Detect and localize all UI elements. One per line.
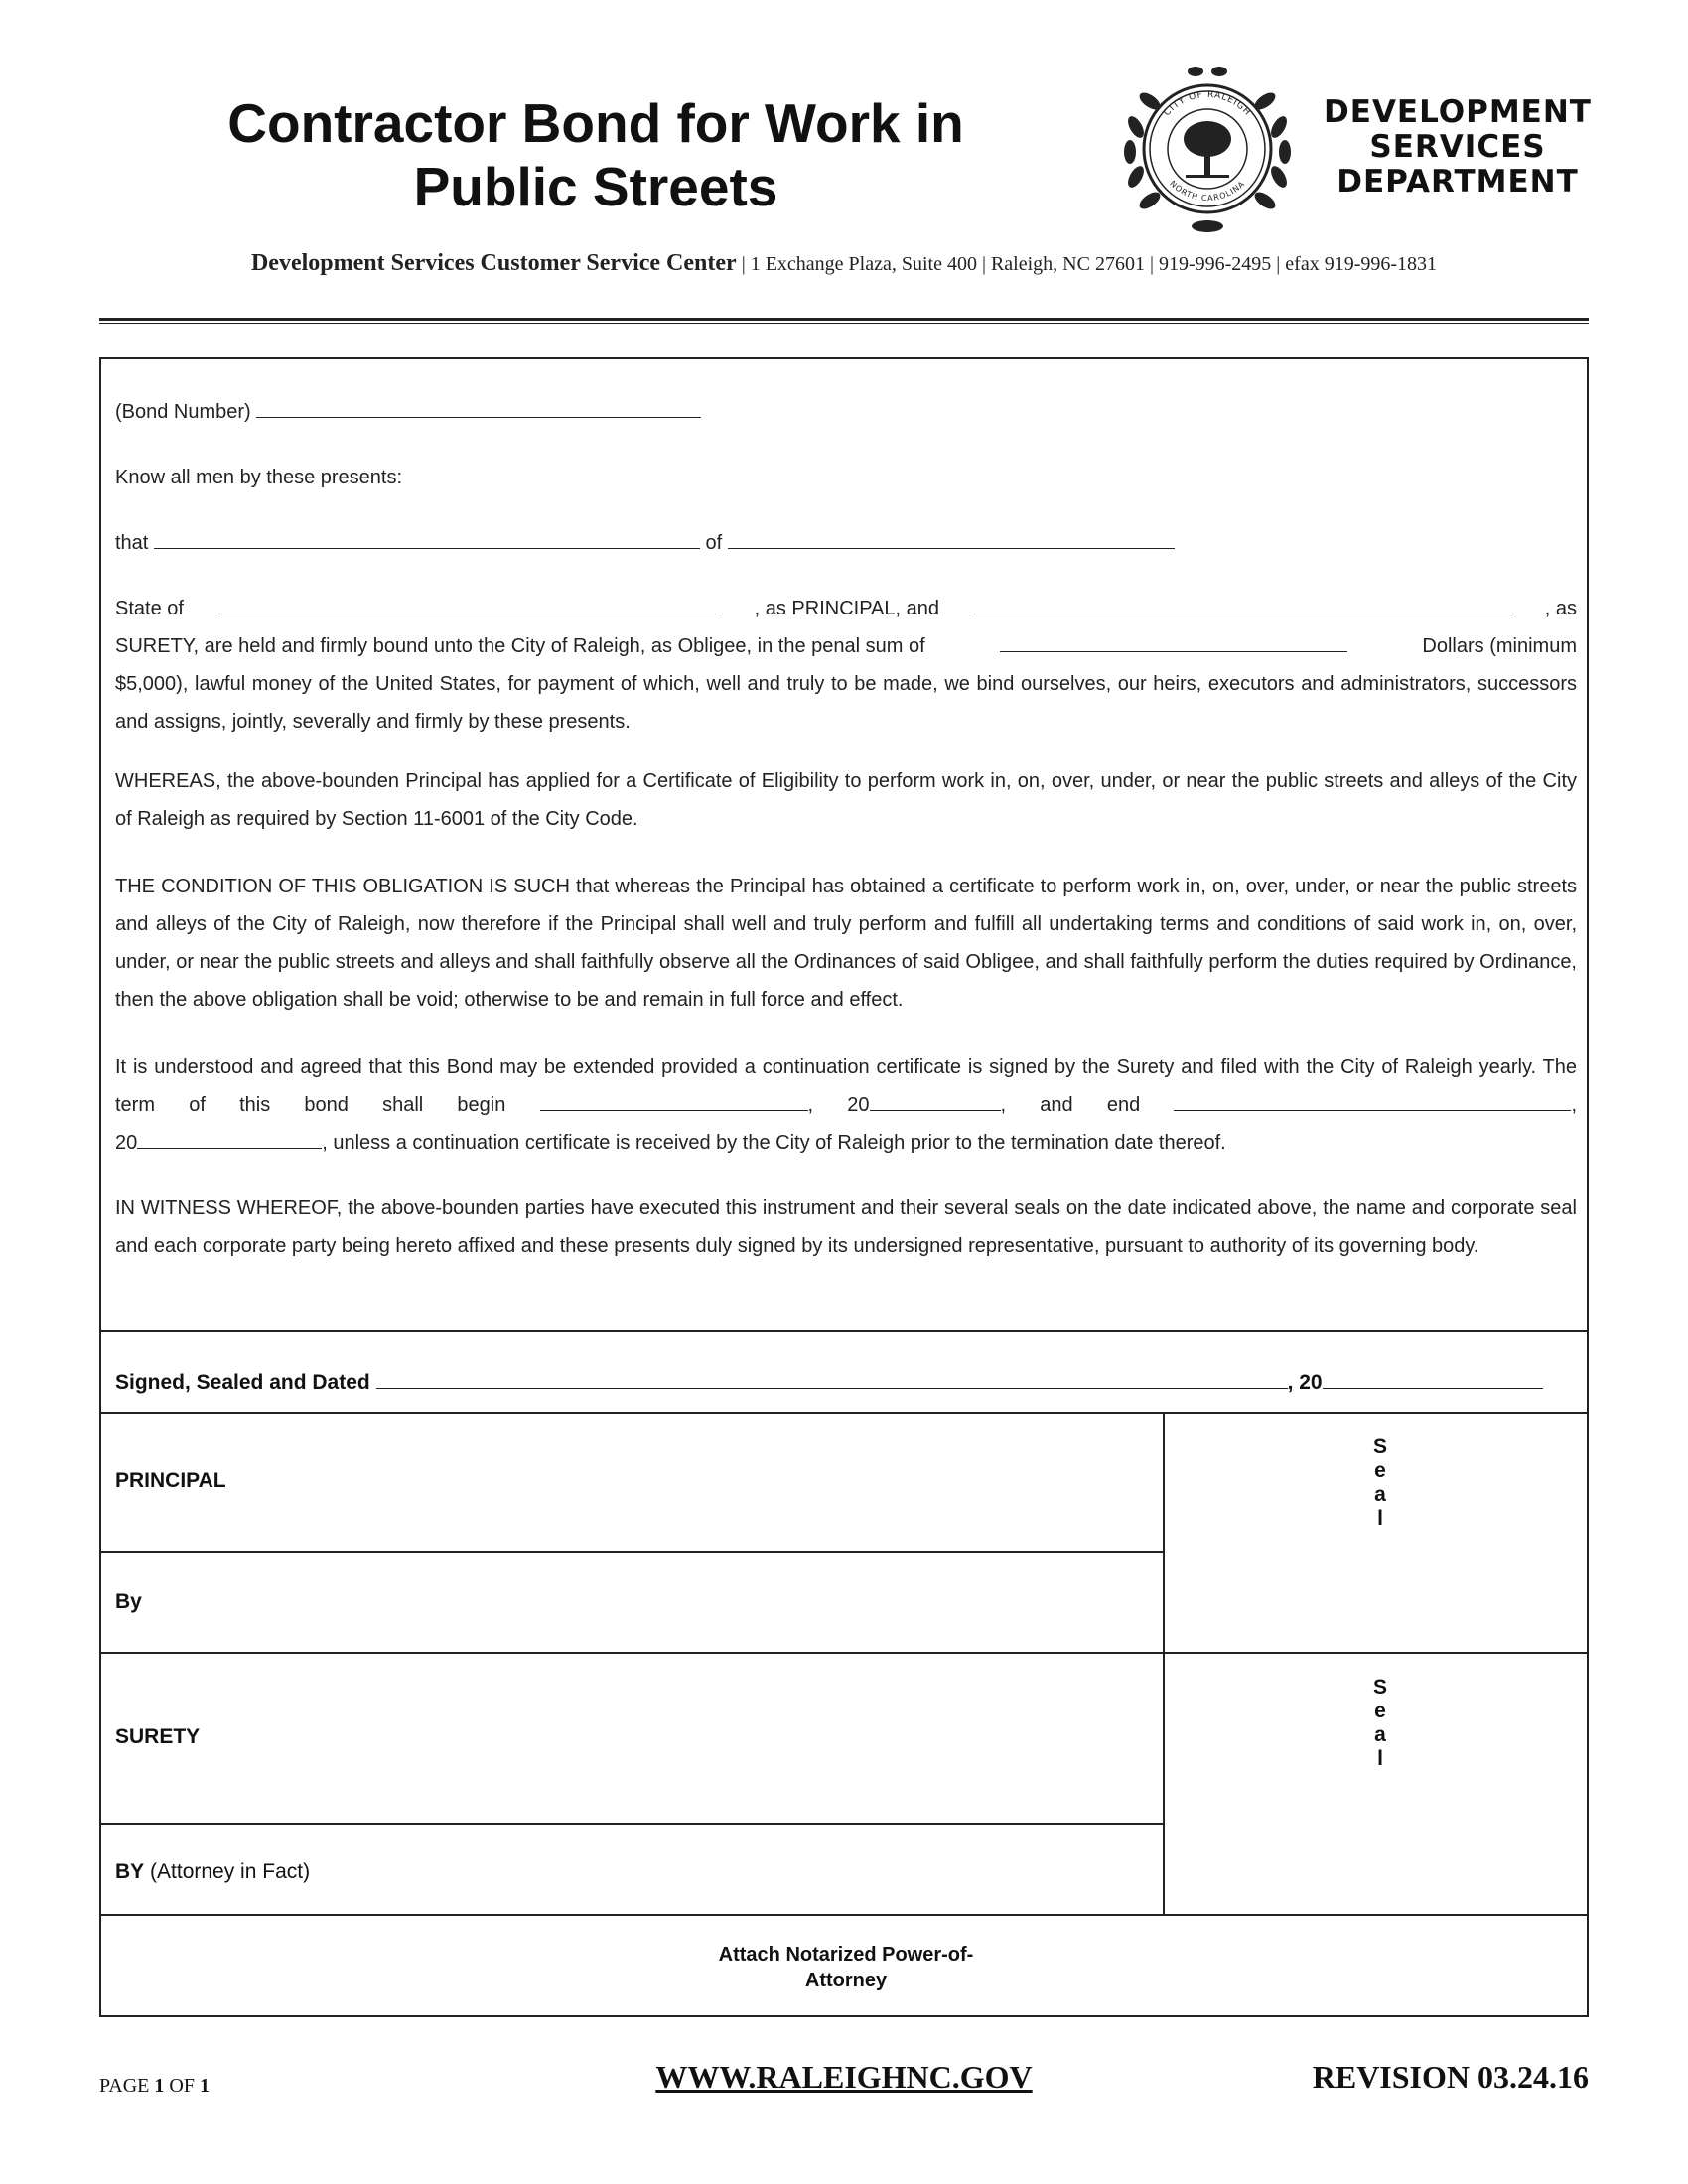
city-seal-logo bbox=[1116, 58, 1299, 240]
that-label: that bbox=[115, 532, 149, 554]
contact-details: | 1 Exchange Plaza, Suite 400 | Raleigh, NC 27601 | 919-996-2495 | efax 919-996-1831 bbox=[736, 253, 1438, 275]
surety-clause-start: SURETY, are held and firmly bound unto the City of Raleigh, as Obligee, in the penal sum of bbox=[115, 635, 925, 657]
end-comma: , bbox=[1571, 1094, 1577, 1116]
principal-address-field[interactable] bbox=[728, 526, 1175, 549]
signed-year-field[interactable] bbox=[1323, 1366, 1543, 1389]
end-year-prefix: 20 bbox=[115, 1132, 138, 1154]
principal-seal-label bbox=[1360, 1435, 1400, 1531]
seal-letter-e: e bbox=[1374, 1459, 1386, 1482]
term-text: It is understood and agreed that this Bond may be extended provided a continuation certificate is signed by the Surety and filed with the City of Raleigh yearly. The term of this bond shall begin bbox=[115, 1056, 1577, 1116]
surety-clause-rest: $5,000), lawful money of the United States, for payment of which, well and truly to be made, we bind ourselves, our heirs, executors and administrators, successors and assigns, jointly, severally and firmly by these presents. bbox=[115, 673, 1577, 733]
state-field[interactable] bbox=[218, 592, 720, 614]
surety-name-field[interactable] bbox=[974, 592, 1510, 614]
contact-line bbox=[99, 250, 1589, 277]
witness-paragraph: IN WITNESS WHEREOF, the above-bounden parties have executed this instrument and their several seals on the date indicated above, the name and corporate seal and each corporate party being hereto affixed and these presents duly signed by its undersigned representative, pursuant to authority of its governing body. bbox=[115, 1197, 1577, 1257]
state-row bbox=[115, 590, 1577, 741]
unless-text: , unless a continuation certificate is received by the City of Raleigh prior to the termination date thereof. bbox=[322, 1132, 1226, 1154]
seal-letter-a: a bbox=[1374, 1483, 1386, 1506]
dept-line-1: DEVELOPMENT bbox=[1324, 94, 1592, 130]
as-label: , as bbox=[1544, 598, 1577, 619]
attach-poa-note bbox=[647, 1942, 1045, 1993]
title-line-1: Contractor Bond for Work in bbox=[227, 92, 964, 154]
seal-text-top: CITY OF RALEIGH bbox=[1162, 89, 1253, 119]
know-all-text: Know all men by these presents: bbox=[115, 467, 403, 488]
term-paragraph bbox=[115, 1048, 1577, 1161]
header-rule-thick bbox=[99, 318, 1589, 321]
title-line-2: Public Streets bbox=[413, 156, 778, 217]
state-of-label: State of bbox=[115, 598, 184, 619]
divider-attach bbox=[101, 1914, 1587, 1916]
attach-line-2: Attorney bbox=[804, 1970, 888, 1991]
surety-seal-label bbox=[1360, 1676, 1400, 1771]
whereas-paragraph: WHEREAS, the above-bounden Principal has applied for a Certificate of Eligibility to perform work in, on, over, under, or near the public streets and alleys of the City of Raleigh as required by Section 11-6001 of the City Code. bbox=[115, 770, 1577, 830]
department-name bbox=[1309, 95, 1607, 200]
term-begin-year-field[interactable] bbox=[870, 1088, 1001, 1111]
form-title bbox=[149, 91, 1043, 218]
begin-comma-20: , 20 bbox=[807, 1094, 870, 1116]
term-begin-date-field[interactable] bbox=[540, 1088, 808, 1111]
dollars-minimum-label: Dollars (minimum bbox=[1422, 635, 1577, 657]
seal-text-bottom: NORTH CAROLINA bbox=[1168, 179, 1247, 204]
penal-sum-field[interactable] bbox=[1000, 629, 1347, 652]
page-indicator bbox=[99, 2075, 210, 2098]
term-end-line bbox=[115, 1124, 1577, 1161]
header-rule-thin bbox=[99, 323, 1589, 324]
divider-surety bbox=[101, 1652, 1587, 1654]
page-prefix: PAGE bbox=[99, 2075, 155, 2097]
that-of-row bbox=[115, 524, 1175, 562]
term-end-year-field[interactable] bbox=[137, 1126, 322, 1149]
divider-principal bbox=[101, 1412, 1587, 1414]
surety-row-inner bbox=[115, 627, 1577, 665]
term-paragraph-body bbox=[115, 1048, 1577, 1124]
revision-label: REVISION 03.24.16 bbox=[1312, 2059, 1589, 2095]
attorney-in-fact-label: (Attorney in Fact) bbox=[144, 1860, 311, 1883]
contact-center-name: Development Services Customer Service Center bbox=[250, 250, 737, 276]
divider-by bbox=[101, 1551, 1163, 1553]
principal-label: PRINCIPAL bbox=[115, 1469, 226, 1492]
signed-date-field[interactable] bbox=[376, 1366, 1288, 1389]
website-link[interactable]: WWW.RALEIGHNC.GOV bbox=[655, 2059, 1033, 2095]
bond-form bbox=[99, 357, 1589, 2017]
as-principal-and-label: , as PRINCIPAL, and bbox=[754, 598, 940, 619]
seal-column-divider bbox=[1163, 1412, 1165, 1914]
seal-letter-e: e bbox=[1374, 1700, 1386, 1722]
page-total: 1 bbox=[199, 2075, 210, 2097]
by-label: By bbox=[115, 1590, 142, 1613]
bond-number-label: (Bond Number) bbox=[115, 401, 251, 423]
seal-letter-l: l bbox=[1377, 1507, 1383, 1530]
term-end-date-field[interactable] bbox=[1174, 1088, 1571, 1111]
by-caps-label: BY bbox=[115, 1860, 145, 1883]
divider-signed bbox=[101, 1330, 1587, 1332]
surety-label: SURETY bbox=[115, 1725, 201, 1748]
dept-line-2: SERVICES bbox=[1369, 129, 1546, 165]
of-label: of bbox=[705, 532, 723, 554]
seal-letter-l: l bbox=[1377, 1747, 1383, 1770]
page-of: OF bbox=[164, 2075, 200, 2097]
condition-paragraph: THE CONDITION OF THIS OBLIGATION IS SUCH that whereas the Principal has obtained a certificate to perform work in, on, over, under, or near the public streets and alleys of the City of Raleigh, now therefore if the Principal shall well and truly perform and fulfill all undertaking terms and conditions of said work in, on, over, under, or near the public streets and alleys and shall faithfully observe all the Ordinances of said Obligee, and shall faithfully perform the duties required by Ordinance, then the above obligation shall be void; otherwise to be and remain in full force and effect. bbox=[115, 876, 1577, 1011]
bond-number-field[interactable] bbox=[256, 395, 701, 418]
seal-letter-s: S bbox=[1372, 1676, 1387, 1699]
signed-sealed-label: Signed, Sealed and Dated bbox=[115, 1371, 370, 1394]
dept-line-3: DEPARTMENT bbox=[1336, 164, 1579, 200]
seal-letter-s: S bbox=[1372, 1435, 1387, 1458]
and-end-label: , and end bbox=[1000, 1094, 1141, 1116]
bond-number-row bbox=[115, 393, 701, 431]
state-row-inner bbox=[115, 590, 1577, 627]
signed-sealed-row bbox=[115, 1366, 1577, 1395]
seal-letter-a: a bbox=[1374, 1723, 1386, 1746]
signed-comma-20: , 20 bbox=[1287, 1371, 1323, 1394]
attach-line-1: Attach Notarized Power-of- bbox=[718, 1944, 974, 1966]
by-attorney-row bbox=[115, 1860, 310, 1884]
divider-by-attorney bbox=[101, 1823, 1163, 1825]
page-number: 1 bbox=[154, 2075, 165, 2097]
principal-name-field[interactable] bbox=[154, 526, 700, 549]
